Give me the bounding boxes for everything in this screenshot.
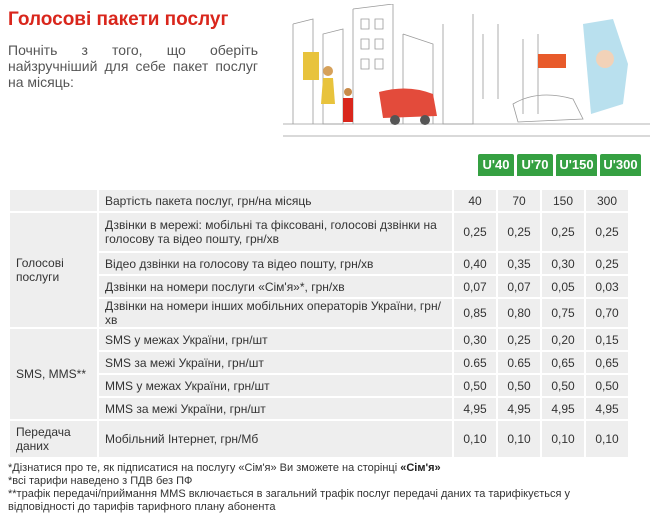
family-service-link[interactable]: «Сім'я»: [400, 462, 441, 474]
footnote-family: [8, 462, 638, 475]
footnote-vat: *всі тарифи наведено з ПДВ без ПФ: [8, 475, 193, 487]
price-u300: 4,95: [586, 398, 628, 419]
row-description: Дзвінки на номери інших мобільних операторів України, грн/хв: [99, 299, 452, 327]
table-row: [10, 299, 628, 327]
price-u300: 300: [586, 190, 628, 211]
price-u150: 0,05: [542, 276, 584, 297]
price-u150: 0,50: [542, 375, 584, 396]
price-u300: 0,03: [586, 276, 628, 297]
city-illustration: [283, 4, 650, 141]
tariff-table: [8, 188, 630, 459]
price-u150: 4,95: [542, 398, 584, 419]
price-u40: 0,30: [454, 329, 496, 350]
row-description: SMS у межах України, грн/шт: [99, 329, 452, 350]
price-u40: 0,50: [454, 375, 496, 396]
row-description: Вартість пакета послуг, грн/на місяць: [99, 190, 452, 211]
plan-tab-u40: U'40: [478, 154, 514, 176]
table-row: [10, 276, 628, 297]
plan-tabs: [478, 154, 644, 176]
price-u70: 70: [498, 190, 540, 211]
plan-tab-u150: U'150: [556, 154, 597, 176]
row-description: MMS у межах України, грн/шт: [99, 375, 452, 396]
price-u40: 40: [454, 190, 496, 211]
price-u70: 0,10: [498, 421, 540, 457]
row-group-label: Передача даних: [10, 421, 97, 457]
price-u40: 0,85: [454, 299, 496, 327]
row-description: Відео дзвінки на голосову та відео пошту, грн/хв: [99, 253, 452, 274]
intro-text: Почніть з того, що оберіть найзручніший для себе пакет послуг на місяць:: [8, 42, 258, 90]
price-u40: 0.65: [454, 352, 496, 373]
price-u150: 0,25: [542, 213, 584, 251]
row-description: Мобільний Інтернет, грн/Мб: [99, 421, 452, 457]
footnotes: [8, 462, 638, 514]
price-u300: 0,70: [586, 299, 628, 327]
table-row: [10, 398, 628, 419]
price-u150: 0,10: [542, 421, 584, 457]
price-u40: 4,95: [454, 398, 496, 419]
price-u150: 0,65: [542, 352, 584, 373]
table-row: [10, 375, 628, 396]
row-group-label: [10, 190, 97, 211]
price-u40: 0,25: [454, 213, 496, 251]
row-description: SMS за межі України, грн/шт: [99, 352, 452, 373]
footnote-family-text: *Дізнатися про те, як підписатися на послугу «Сім'я» Ви зможете на сторінці: [8, 462, 401, 474]
price-u150: 150: [542, 190, 584, 211]
price-u150: 0,75: [542, 299, 584, 327]
price-u150: 0,30: [542, 253, 584, 274]
table-row: [10, 190, 628, 211]
price-u70: 0,50: [498, 375, 540, 396]
plan-tab-u300: U'300: [600, 154, 641, 176]
page-title: Голосові пакети послуг: [8, 9, 229, 30]
table-row: [10, 329, 628, 350]
table-row: [10, 253, 628, 274]
row-group-label: SMS, MMS**: [10, 329, 97, 419]
footnote-mms: **трафік передачі/приймання MMS включається в загальний трафік послуг передачі даних та тарифікується у відповідності до тарифів тарифного плану абонента: [8, 488, 570, 513]
price-u150: 0,20: [542, 329, 584, 350]
row-description: Дзвінки на номери послуги «Сім'я»*, грн/хв: [99, 276, 452, 297]
price-u300: 0,50: [586, 375, 628, 396]
price-u70: 0.65: [498, 352, 540, 373]
price-u40: 0,07: [454, 276, 496, 297]
price-u300: 0,10: [586, 421, 628, 457]
plan-tab-u70: U'70: [517, 154, 553, 176]
price-u70: 0,25: [498, 213, 540, 251]
price-u300: 0,15: [586, 329, 628, 350]
row-description: MMS за межі України, грн/шт: [99, 398, 452, 419]
row-description: Дзвінки в мережі: мобільні та фіксовані, голосові дзвінки на голосову та відео пошту, грн/хв: [99, 213, 452, 251]
price-u40: 0,40: [454, 253, 496, 274]
price-u70: 4,95: [498, 398, 540, 419]
table-row: [10, 421, 628, 457]
price-u70: 0,25: [498, 329, 540, 350]
price-u300: 0,65: [586, 352, 628, 373]
price-u300: 0,25: [586, 213, 628, 251]
price-u300: 0,25: [586, 253, 628, 274]
table-row: [10, 352, 628, 373]
price-u70: 0,07: [498, 276, 540, 297]
price-u40: 0,10: [454, 421, 496, 457]
row-group-label: Голосові послуги: [10, 213, 97, 327]
table-row: [10, 213, 628, 251]
price-u70: 0,80: [498, 299, 540, 327]
price-u70: 0,35: [498, 253, 540, 274]
